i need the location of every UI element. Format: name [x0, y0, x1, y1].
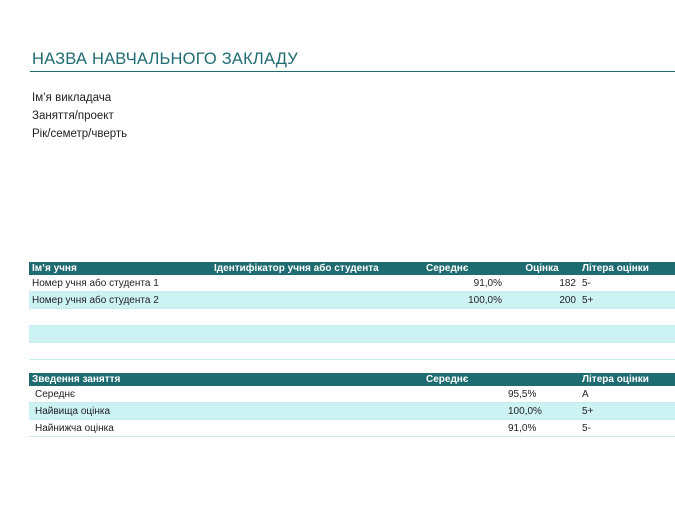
summary-label-cell[interactable]: Середнє [29, 386, 423, 403]
summary-letter-cell[interactable]: 5+ [579, 403, 675, 420]
col-letter-grade[interactable]: Літера оцінки [579, 262, 675, 275]
table-row [29, 403, 675, 420]
summary-average-cell[interactable]: 95,5% [505, 386, 579, 403]
title-divider [30, 71, 675, 72]
col-student-id[interactable]: Ідентифікатор учня або студента [211, 262, 423, 275]
letter-grade-cell[interactable]: 5+ [579, 292, 675, 309]
summary-spacer-cell[interactable] [423, 403, 505, 420]
col-summary-letter[interactable]: Літера оцінки [579, 373, 675, 386]
grade-cell[interactable]: 182 [505, 275, 579, 292]
info-block [32, 89, 127, 143]
table-row [29, 275, 675, 292]
summary-spacer-cell[interactable] [423, 386, 505, 403]
col-summary-average[interactable]: Середнє [423, 373, 505, 386]
summary-letter-cell[interactable]: 5- [579, 420, 675, 437]
col-summary-empty [505, 373, 579, 386]
period-field[interactable]: Рік/семетр/чверть [32, 128, 128, 140]
student-name-cell[interactable]: Номер учня або студента 2 [29, 292, 211, 309]
table-row [29, 386, 675, 403]
col-summary-label[interactable]: Зведення заняття [29, 373, 423, 386]
col-grade[interactable]: Оцінка [505, 262, 579, 275]
students-table [29, 262, 675, 360]
summary-table [29, 373, 675, 437]
school-name-title: НАЗВА НАВЧАЛЬНОГО ЗАКЛАДУ [32, 50, 298, 68]
summary-letter-cell[interactable]: А [579, 386, 675, 403]
summary-average-cell[interactable]: 100,0% [505, 403, 579, 420]
grade-cell[interactable]: 200 [505, 292, 579, 309]
student-id-cell[interactable] [211, 275, 423, 292]
course-field[interactable]: Заняття/проект [32, 110, 114, 122]
student-name-cell[interactable]: Номер учня або студента 1 [29, 275, 211, 292]
col-student-name[interactable]: Ім’я учня [29, 262, 211, 275]
summary-average-cell[interactable]: 91,0% [505, 420, 579, 437]
empty-row [29, 309, 675, 326]
table-row [29, 292, 675, 309]
letter-grade-cell[interactable]: 5- [579, 275, 675, 292]
empty-row [29, 326, 675, 343]
summary-spacer-cell[interactable] [423, 420, 505, 437]
student-id-cell[interactable] [211, 292, 423, 309]
summary-label-cell[interactable]: Найнижча оцінка [29, 420, 423, 437]
col-average[interactable]: Середнє [423, 262, 505, 275]
summary-label-cell[interactable]: Найвища оцінка [29, 403, 423, 420]
table-row [29, 420, 675, 437]
summary-header-row [29, 373, 675, 386]
average-cell[interactable]: 91,0% [423, 275, 505, 292]
students-header-row [29, 262, 675, 275]
average-cell[interactable]: 100,0% [423, 292, 505, 309]
empty-row [29, 343, 675, 360]
teacher-name-field[interactable]: Ім’я викладача [32, 92, 112, 104]
